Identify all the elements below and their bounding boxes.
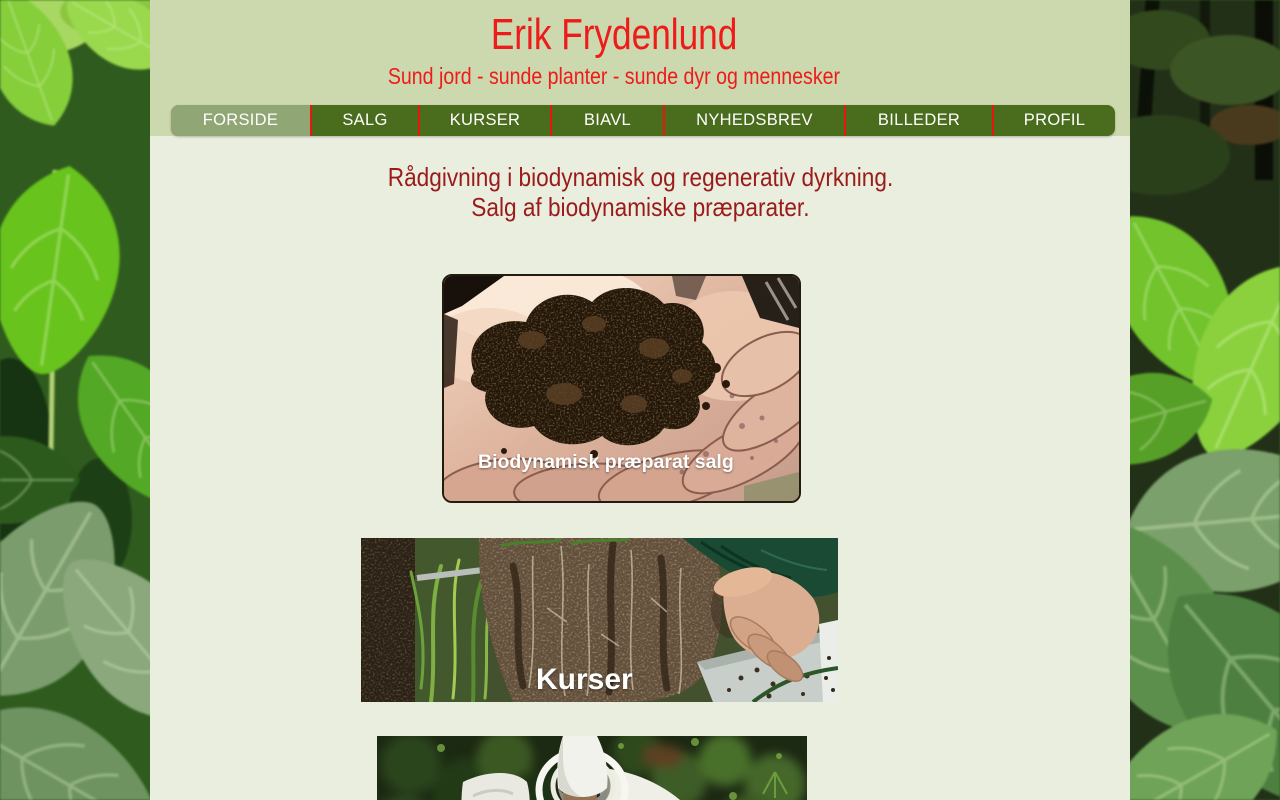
intro-line2: Salg af biodynamiske præparater. [470, 191, 810, 222]
tile-biodynamisk-praeparat-salg[interactable] [442, 274, 801, 503]
tile-caption-kurser: Kurser [536, 663, 633, 696]
nav-item-nyhedsbrev[interactable]: NYHEDSBREV [663, 105, 844, 136]
page-subtitle [150, 62, 1130, 90]
nav-item-kurser[interactable]: KURSER [418, 105, 550, 136]
nav-item-forside[interactable]: FORSIDE [171, 105, 310, 136]
tile-biavl[interactable] [377, 736, 807, 800]
intro-line1: Rådgivning i biodynamisk og regenerativ dyrkning. [387, 162, 893, 192]
nav-item-biavl[interactable]: BIAVL [550, 105, 663, 136]
nav-item-salg[interactable]: SALG [310, 105, 418, 136]
intro-text [150, 163, 1130, 222]
page-subtitle-text: Sund jord - sunde planter - sunde dyr og mennesker [387, 63, 841, 89]
nav-item-profil[interactable]: PROFIL [992, 105, 1115, 136]
tile-caption-biodynamisk: Biodynamisk præparat salg [478, 451, 734, 473]
page-title [150, 9, 1130, 61]
nav-item-billeder[interactable]: BILLEDER [844, 105, 992, 136]
page-title-text: Erik Frydenlund [490, 10, 738, 59]
tile-kurser[interactable] [361, 538, 838, 702]
main-nav [171, 105, 1115, 136]
photo-beekeeper-with-veil [377, 736, 807, 800]
content-column [150, 0, 1130, 800]
